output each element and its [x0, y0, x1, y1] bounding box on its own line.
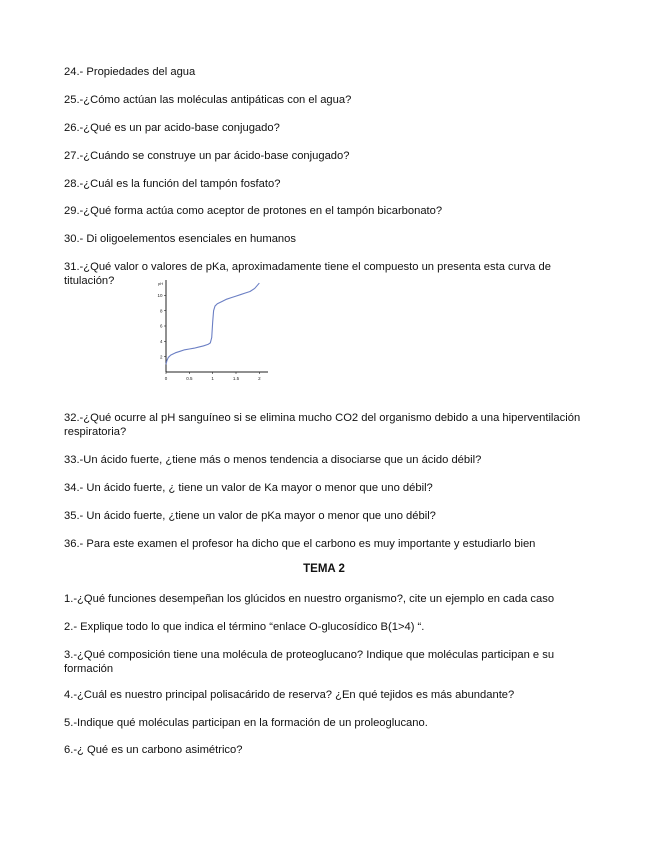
y-tick-label: 2 — [159, 354, 163, 360]
t2-question-5: 5.-Indique qué moléculas participan en la formación de un proleoglucano. — [64, 717, 428, 729]
question-28: 28.-¿Cuál es la función del tampón fosfato? — [64, 178, 281, 190]
x-tick-label: 0 — [164, 376, 168, 381]
question-29: 29.-¿Qué forma actúa como aceptor de protones en el tampón bicarbonato? — [64, 205, 443, 217]
x-tick-label: 0.5 — [186, 376, 193, 381]
question-35: 35.- Un ácido fuerte, ¿tiene un valor de pKa mayor o menor que uno débil? — [64, 510, 436, 522]
t2-question-3: 3.-¿Qué composición tiene una molécula de proteoglucano? Indique que moléculas participan e su formación — [64, 649, 555, 675]
y-axis-label: pH — [158, 281, 164, 286]
question-31: 31.-¿Qué valor o valores de pKa, aproximadamente tiene el compuesto un presenta esta curva de titulación? — [64, 261, 551, 287]
y-tick-label: 10 — [157, 292, 163, 298]
y-tick-label: 8 — [159, 308, 163, 314]
chart-ticks — [157, 281, 261, 381]
question-33: 33.-Un ácido fuerte, ¿tiene más o menos tendencia a disociarse que un ácido débil? — [64, 454, 482, 466]
question-32: 32.-¿Qué ocurre al pH sanguíneo si se elimina mucho CO2 del organismo debido a una hiperventilación respiratoria? — [64, 412, 581, 438]
titration-chart — [138, 276, 274, 384]
chart-axes — [166, 280, 268, 372]
question-34: 34.- Un ácido fuerte, ¿ tiene un valor de Ka mayor o menor que uno débil? — [64, 482, 433, 494]
x-tick-label: 1 — [211, 376, 214, 381]
question-26: 26.-¿Qué es un par acido-base conjugado? — [64, 122, 280, 134]
y-tick-label: 6 — [159, 323, 163, 329]
t2-question-6: 6.-¿ Qué es un carbono asimétrico? — [64, 744, 243, 756]
y-tick-label: 4 — [159, 338, 163, 344]
titration-curve — [166, 283, 259, 364]
section-title: TEMA 2 — [303, 563, 345, 575]
question-27: 27.-¿Cuándo se construye un par ácido-base conjugado? — [64, 150, 350, 162]
t2-question-2: 2.- Explique todo lo que indica el término “enlace O-glucosídico B(1>4) “. — [64, 621, 425, 633]
chart-series — [166, 283, 259, 364]
question-30: 30.- Di oligoelementos esenciales en humanos — [64, 233, 296, 245]
t2-question-4: 4.-¿Cuál es nuestro principal polisacárido de reserva? ¿En qué tejidos es más abundante? — [64, 689, 515, 701]
question-36: 36.- Para este examen el profesor ha dicho que el carbono es muy importante y estudiarlo bien — [64, 538, 536, 550]
question-25: 25.-¿Cómo actúan las moléculas antipáticas con el agua? — [64, 94, 352, 106]
t2-question-1: 1.-¿Qué funciones desempeñan los glúcidos en nuestro organismo?, cite un ejemplo en cada caso — [64, 593, 555, 605]
question-24: 24.- Propiedades del agua — [64, 66, 196, 78]
x-tick-label: 1.5 — [232, 376, 240, 381]
x-tick-label: 2 — [258, 376, 261, 381]
